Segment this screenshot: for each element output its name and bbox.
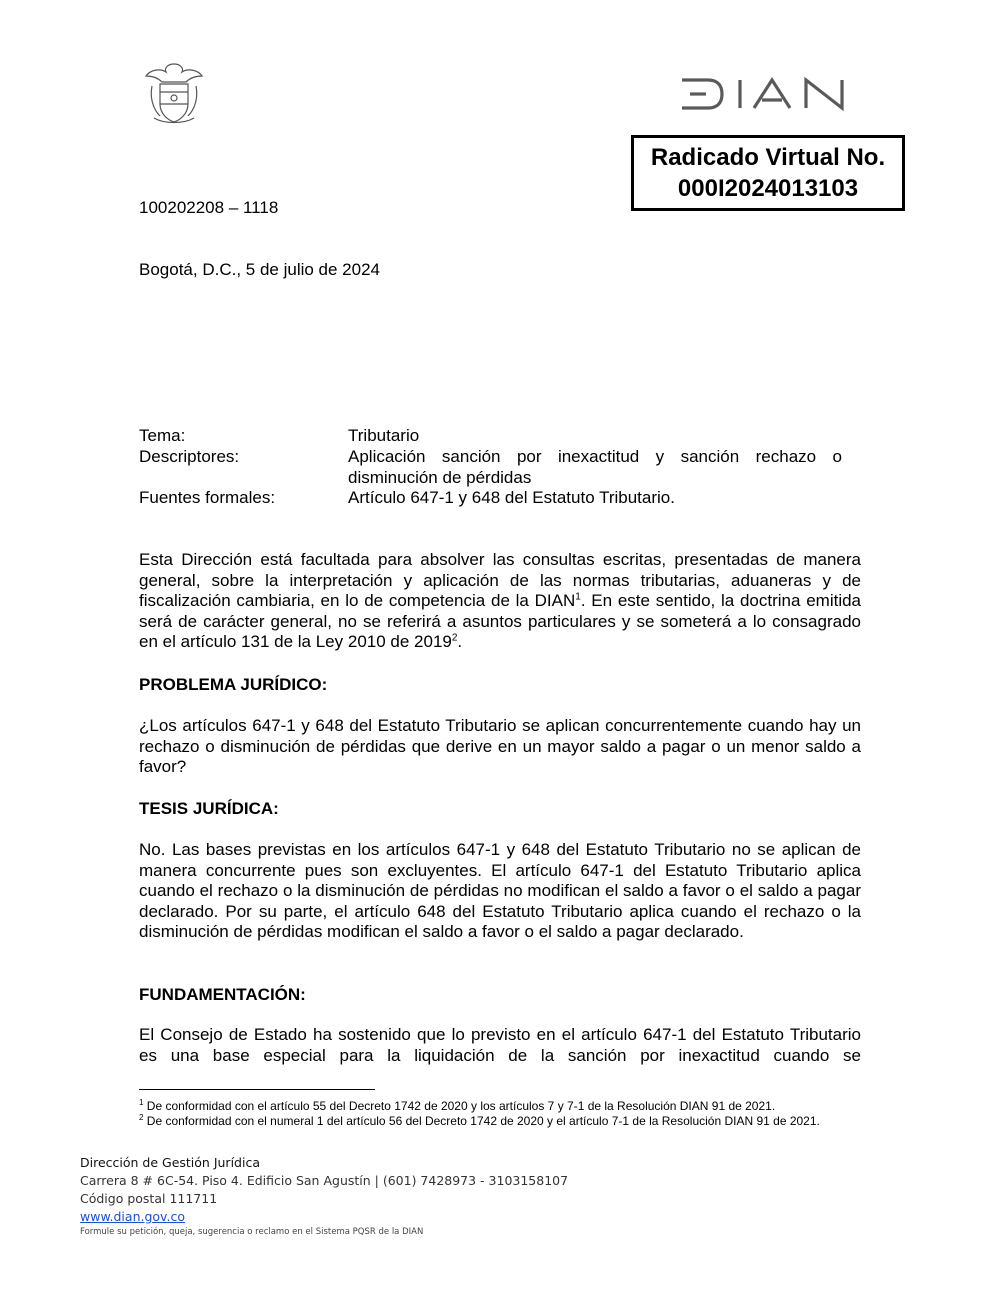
footnote-2-text: De conformidad con el numeral 1 del artículo 56 del Decreto 1742 de 2020 y el artículo 7-1 de la Resolución DIAN 91 de 2021.: [143, 1114, 820, 1128]
footnote-1-number: 1: [139, 1098, 144, 1107]
colombia-coat-of-arms-icon: [142, 60, 206, 126]
footnote-ref-2[interactable]: 2: [451, 632, 458, 644]
footnote-1-text: De conformidad con el artículo 55 del Decreto 1742 de 2020 y los artículos 7 y 7-1 de la Resolución DIAN 91 de 2021.: [143, 1099, 776, 1113]
tesis-text: No. Las bases previstas en los artículos 647-1 y 648 del Estatuto Tributario no se aplican de manera concurrente pues son excluyentes. El artículo 647-1 del Estatuto Tributario aplica cuando el rechazo o la disminución de pérdidas no modifican el saldo a favor o el saldo a pagar declarado. Por su parte, el artículo 648 del Estatuto Tributario aplica cuando el rechazo o la disminución de pérdidas modifican el saldo a favor o el saldo a pagar declarado.: [139, 840, 861, 942]
intro-paragraph: [139, 550, 861, 653]
footer-department: Dirección de Gestión Jurídica: [80, 1155, 260, 1170]
fundamentacion-heading: FUNDAMENTACIÓN:: [139, 985, 306, 1004]
intro-text-1: Esta Dirección está facultada para absolver las consultas escritas, presentadas de manera general, sobre la interpretación y aplicación de las normas tributarias, aduaneras y de fiscalización cambiaria, en lo de competencia de la DIAN: [139, 550, 861, 611]
footnote-2: [139, 1114, 861, 1129]
footnote-1: [139, 1099, 861, 1114]
fuentes-value: Artículo 647-1 y 648 del Estatuto Tributario.: [348, 488, 675, 507]
footer-address: Carrera 8 # 6C-54. Piso 4. Edificio San Agustín | (601) 7428973 - 3103158107: [80, 1173, 569, 1188]
descriptores-label: Descriptores:: [139, 447, 240, 466]
radicado-box: [631, 135, 905, 211]
tema-value: Tributario: [348, 426, 420, 445]
radicado-number: 000I2024013103: [677, 175, 859, 202]
tesis-heading: TESIS JURÍDICA:: [139, 799, 279, 818]
radicado-label: Radicado Virtual No.: [650, 144, 886, 171]
footer-website-link[interactable]: www.dian.gov.co: [80, 1209, 185, 1224]
dian-logo: [676, 76, 860, 112]
problema-text: ¿Los artículos 647-1 y 648 del Estatuto Tributario se aplican concurrentemente cuando hay un rechazo o disminución de pérdidas que derive en un mayor saldo a pagar o un menor saldo a favor?: [139, 716, 861, 777]
intro-text-3: .: [457, 632, 463, 652]
footnote-separator: [139, 1089, 375, 1090]
descriptores-value: Aplicación sanción por inexactitud y sanción rechazo o disminución de pérdidas: [348, 447, 842, 487]
footer-postal-code: Código postal 111711: [80, 1191, 218, 1206]
date-line: Bogotá, D.C., 5 de julio de 2024: [139, 260, 380, 279]
footer-pqsr-note: Formule su petición, queja, sugerencia o reclamo en el Sistema PQSR de la DIAN: [80, 1227, 424, 1237]
fundamentacion-text: El Consejo de Estado ha sostenido que lo previsto en el artículo 647-1 del Estatuto Tributario es una base especial para la liquidación de la sanción por inexactitud cuando se: [139, 1025, 861, 1065]
footnote-2-number: 2: [139, 1113, 144, 1122]
tema-label: Tema:: [139, 426, 186, 445]
footnote-ref-1[interactable]: 1: [575, 591, 581, 603]
problema-heading: PROBLEMA JURÍDICO:: [139, 675, 328, 694]
intro-text-2: . En este sentido, la doctrina emitida será de carácter general, no se referirá a asuntos particulares y se someterá a lo consagrado en el artículo 131 de la Ley 2010 de 2019: [139, 591, 862, 652]
fuentes-label: Fuentes formales:: [139, 488, 276, 507]
reference-number: 100202208 – 1118: [139, 198, 279, 217]
